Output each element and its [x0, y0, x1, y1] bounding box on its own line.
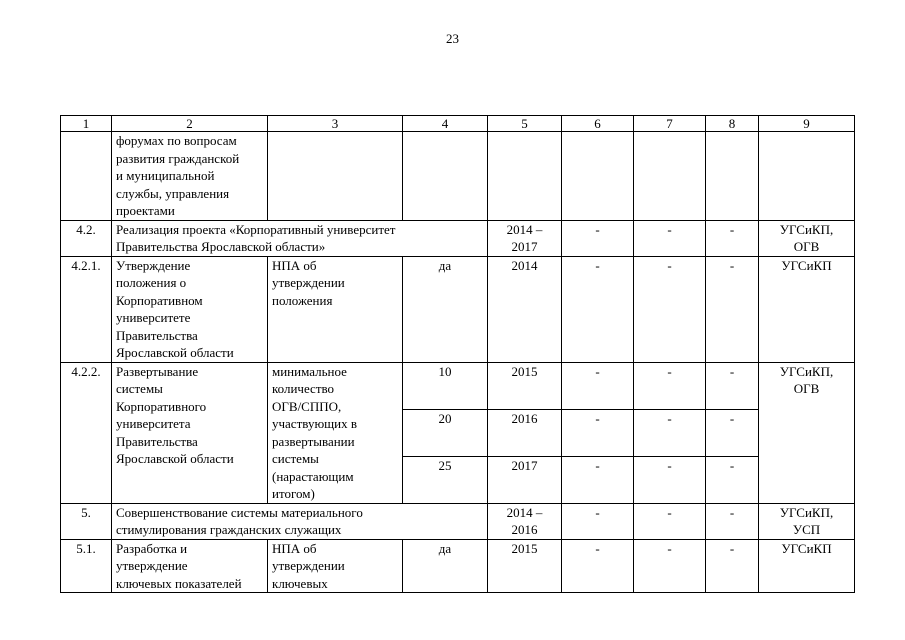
text-line: системы	[116, 381, 163, 396]
responsible-cell	[759, 132, 855, 221]
value-cell	[403, 132, 488, 221]
indicator-cell	[268, 256, 403, 362]
item-number-cell: 4.2.	[61, 220, 112, 256]
text-line: Разработка и	[116, 540, 188, 556]
year-cell: 2014	[488, 256, 562, 362]
table-header-row	[61, 116, 855, 132]
col8-cell: -	[706, 539, 759, 593]
value-cell: 25	[403, 456, 488, 503]
value-cell: да	[403, 256, 488, 362]
value-cell: да	[403, 539, 488, 593]
col6-cell: -	[562, 503, 634, 539]
text-line: Совершенствование системы материального	[116, 504, 363, 520]
text-line: и муниципальной	[116, 168, 215, 183]
col7-cell: -	[634, 256, 706, 362]
text-line: университете	[116, 310, 191, 325]
text-line: НПА об	[272, 540, 317, 556]
text-line: ключевых	[272, 575, 328, 591]
column-header: 4	[403, 116, 488, 132]
text-line: Правительства	[116, 433, 198, 449]
col6-cell: -	[562, 409, 634, 456]
text-line: (нарастающим	[272, 468, 354, 484]
column-header: 8	[706, 116, 759, 132]
col8-cell: -	[706, 362, 759, 409]
value-cell: 20	[403, 409, 488, 456]
text-line: 2014 –	[506, 221, 543, 237]
responsible-cell: УГСиКП	[759, 539, 855, 593]
action-name-cell	[112, 539, 268, 593]
text-line: 2017	[511, 239, 538, 254]
text-line: стимулирования гражданских служащих	[116, 522, 342, 537]
text-line: ОГВ	[793, 239, 820, 254]
text-line: положения	[272, 292, 333, 308]
column-header: 5	[488, 116, 562, 132]
text-line: утверждении	[272, 558, 345, 573]
responsible-cell: УГСиКП	[759, 256, 855, 362]
column-header: 3	[268, 116, 403, 132]
action-name-cell	[112, 132, 268, 221]
col6-cell	[562, 132, 634, 221]
year-cell: 2015	[488, 362, 562, 409]
action-name-cell	[112, 362, 268, 503]
col7-cell: -	[634, 539, 706, 593]
col7-cell: -	[634, 220, 706, 256]
table-row	[61, 539, 855, 593]
plan-table	[60, 115, 855, 593]
table-row	[61, 503, 855, 539]
item-number-cell: 4.2.1.	[61, 256, 112, 362]
value-cell: 10	[403, 362, 488, 409]
col7-cell: -	[634, 503, 706, 539]
text-line: ОГВ	[793, 381, 820, 396]
text-line: утверждении	[272, 275, 345, 290]
item-number-cell: 4.2.2.	[61, 362, 112, 503]
text-line: Правительства Ярославской области»	[116, 239, 326, 254]
text-line: форумах по вопросам	[116, 133, 237, 148]
column-header: 1	[61, 116, 112, 132]
text-line: 2014 –	[506, 504, 543, 520]
col8-cell: -	[706, 220, 759, 256]
text-line: Корпоративного	[116, 398, 207, 414]
text-line: системы	[272, 451, 319, 466]
table-row	[61, 256, 855, 362]
text-line: 2016	[511, 522, 538, 537]
col7-cell: -	[634, 409, 706, 456]
col8-cell: -	[706, 456, 759, 503]
table-row	[61, 132, 855, 221]
responsible-cell	[759, 503, 855, 539]
text-line: Правительства	[116, 327, 198, 343]
item-number-cell: 5.1.	[61, 539, 112, 593]
table-row	[61, 220, 855, 256]
text-line: ключевых показателей	[116, 575, 242, 591]
text-line: участвующих в	[272, 416, 358, 431]
text-line: Ярославской области	[116, 451, 234, 466]
text-line: УГСиКП,	[779, 221, 834, 237]
col6-cell: -	[562, 362, 634, 409]
col7-cell	[634, 132, 706, 221]
text-line: УГСиКП,	[779, 504, 834, 520]
text-line: утверждение	[116, 558, 188, 573]
col8-cell: -	[706, 409, 759, 456]
action-name-cell	[112, 256, 268, 362]
responsible-cell	[759, 362, 855, 503]
col8-cell: -	[706, 503, 759, 539]
item-number-cell: 5.	[61, 503, 112, 539]
col6-cell: -	[562, 220, 634, 256]
col7-cell: -	[634, 456, 706, 503]
text-line: Реализация проекта «Корпоративный университет	[116, 221, 396, 237]
column-header: 7	[634, 116, 706, 132]
text-line: количество	[272, 381, 335, 396]
year-cell: 2017	[488, 456, 562, 503]
text-line: службы, управления	[116, 185, 230, 201]
text-line: ОГВ/СППО,	[272, 398, 342, 414]
text-line: Корпоративном	[116, 292, 203, 308]
action-name-cell	[112, 220, 488, 256]
year-cell: 2016	[488, 409, 562, 456]
col6-cell: -	[562, 456, 634, 503]
text-line: Утверждение	[116, 257, 191, 273]
column-header: 6	[562, 116, 634, 132]
year-cell	[488, 503, 562, 539]
text-line: УГСиКП,	[779, 363, 834, 379]
indicator-cell	[268, 362, 403, 503]
text-line: положения о	[116, 275, 187, 290]
text-line: развития гражданской	[116, 150, 240, 166]
text-line: Ярославской области	[116, 345, 234, 360]
text-line: УСП	[792, 522, 821, 537]
column-header: 9	[759, 116, 855, 132]
year-cell: 2015	[488, 539, 562, 593]
responsible-cell	[759, 220, 855, 256]
col7-cell: -	[634, 362, 706, 409]
col8-cell	[706, 132, 759, 221]
text-line: развертывании	[272, 433, 355, 449]
text-line: университета	[116, 416, 191, 431]
item-number-cell	[61, 132, 112, 221]
text-line: итогом)	[272, 486, 315, 501]
col8-cell: -	[706, 256, 759, 362]
text-line: минимальное	[272, 363, 347, 379]
indicator-cell	[268, 132, 403, 221]
table-row	[61, 362, 855, 409]
col6-cell: -	[562, 539, 634, 593]
year-cell	[488, 220, 562, 256]
page-number: 23	[446, 31, 459, 46]
year-cell	[488, 132, 562, 221]
action-name-cell	[112, 503, 488, 539]
col6-cell: -	[562, 256, 634, 362]
text-line: НПА об	[272, 257, 317, 273]
column-header: 2	[112, 116, 268, 132]
indicator-cell	[268, 539, 403, 593]
text-line: Развертывание	[116, 363, 199, 379]
text-line: проектами	[116, 203, 175, 218]
